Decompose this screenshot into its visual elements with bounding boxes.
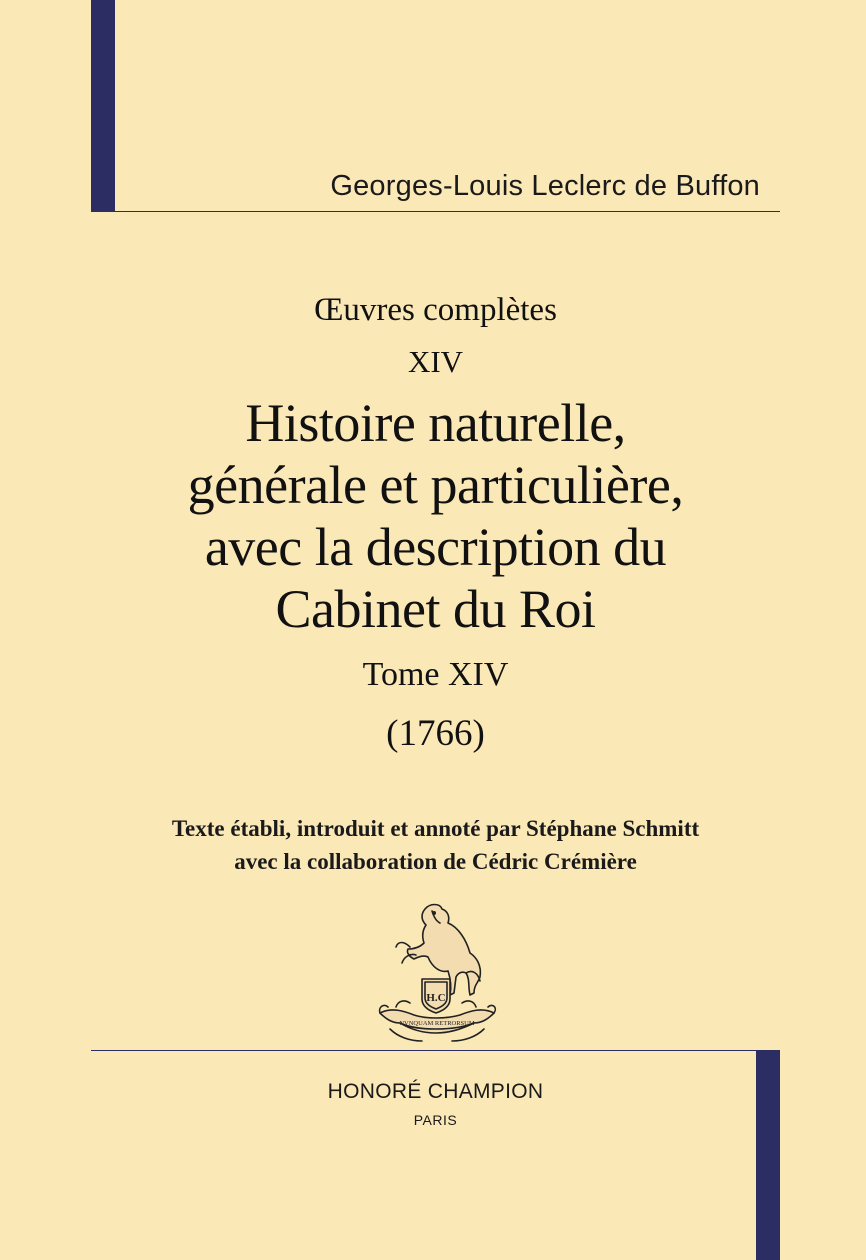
publication-year: (1766): [386, 713, 485, 754]
series-title: Œuvres complètes: [314, 292, 557, 328]
volume-number: XIV: [407, 344, 464, 379]
logo-monogram: H.C: [426, 992, 446, 1004]
rearing-horse-emblem-icon: [370, 895, 505, 1047]
tome-label: Tome XIV: [362, 656, 509, 693]
top-accent-bar: [91, 0, 115, 212]
title-line: avec la description du: [204, 517, 667, 577]
title-line: Cabinet du Roi: [275, 579, 596, 639]
logo-motto: NVNQUAM RETRORSUM: [399, 1020, 475, 1027]
publisher-name: HONORÉ CHAMPION: [327, 1080, 544, 1103]
bottom-rule: [91, 1050, 780, 1051]
top-rule: [91, 211, 780, 212]
title-line: Histoire naturelle,: [245, 393, 626, 453]
publisher-city: PARIS: [413, 1112, 458, 1128]
author-name: Georges-Louis Leclerc de Buffon: [330, 170, 760, 202]
title-line: générale et particulière,: [187, 455, 684, 515]
credits-line: Texte établi, introduit et annoté par Stéphane Schmitt: [171, 816, 700, 841]
credits-line: avec la collaboration de Cédric Crémière: [234, 849, 637, 874]
editor-credits: [91, 812, 780, 878]
book-title: [91, 392, 780, 640]
